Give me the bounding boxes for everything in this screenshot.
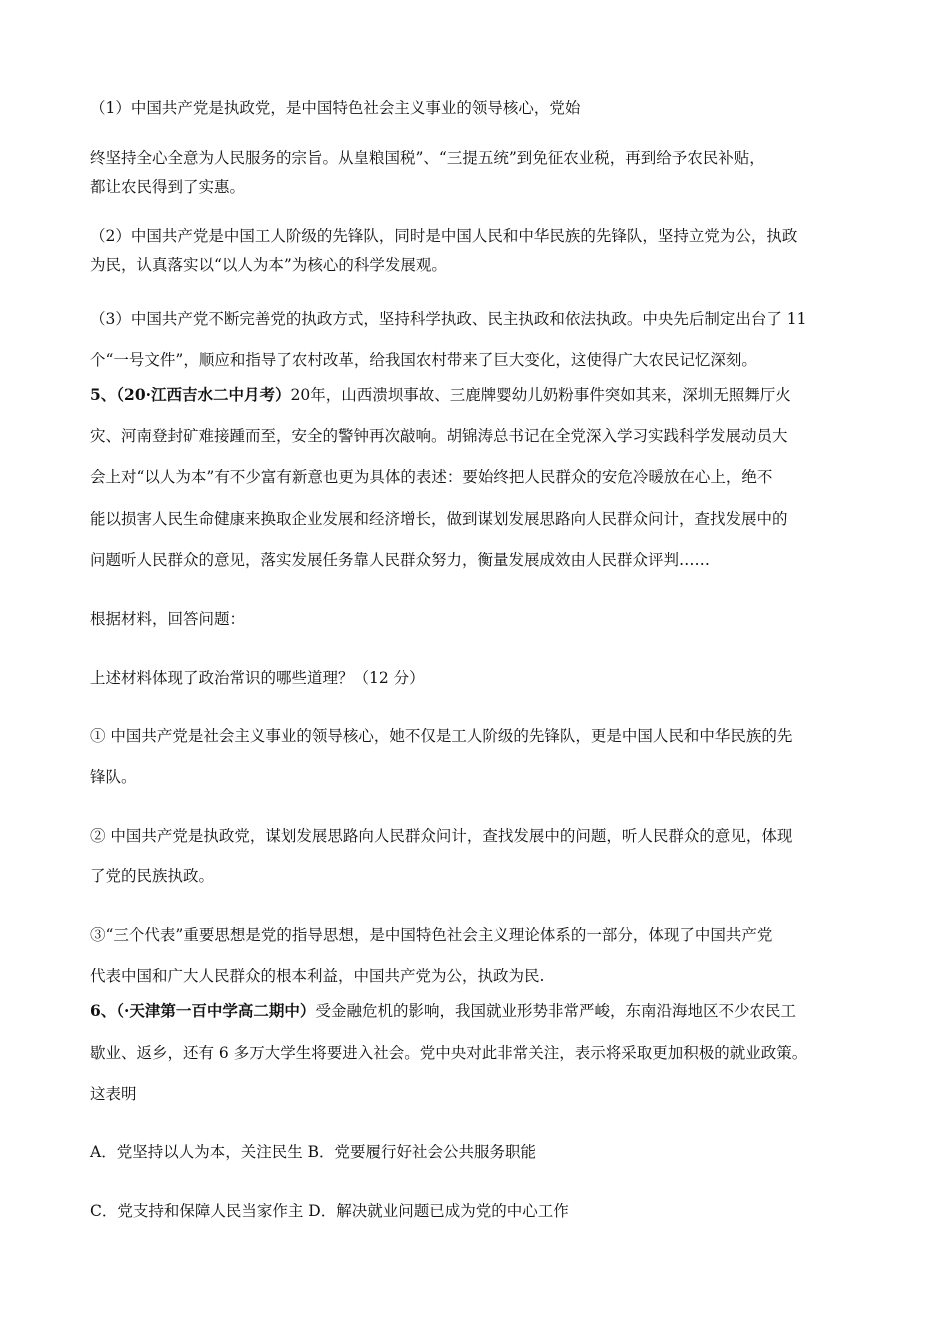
answer-point-3-line-1: ③“三个代表”重要思想是党的指导思想，是中国特色社会主义理论体系的一部分，体现了中国共产党 — [90, 926, 773, 944]
answer-3-line-1: （3）中国共产党不断完善党的执政方式，坚持科学执政、民主执政和依法执政。中央先后制定出台了 11 — [90, 310, 807, 328]
answer-2-line-2: 为民，认真落实以“以人为本”为核心的科学发展观。 — [90, 256, 447, 274]
question-6-line-2: 歇业、返乡，还有 6 多万大学生将要进入社会。党中央对此非常关注，表示将采取更加积极的就业政策。 — [90, 1044, 808, 1062]
question-6-number: 6、（·天津第一百中学高二期中） — [90, 1001, 316, 1020]
option-c-d: C．党支持和保障人民当家作主 D．解决就业问题已成为党的中心工作 — [90, 1202, 569, 1220]
answer-2-line-1: （2）中国共产党是中国工人阶级的先锋队，同时是中国人民和中华民族的先锋队，坚持立党为公，执政 — [90, 227, 798, 245]
question-6-line-3: 这表明 — [90, 1085, 137, 1103]
option-a-b: A．党坚持以人为本，关注民生 B．党要履行好社会公共服务职能 — [90, 1143, 537, 1161]
answer-1-line-3: 都让农民得到了实惠。 — [90, 178, 246, 196]
answer-point-3-line-2: 代表中国和广大人民群众的根本利益，中国共产党为公，执政为民. — [90, 967, 545, 985]
question-5-line-5: 问题听人民群众的意见，落实发展任务靠人民群众努力，衡量发展成效由人民群众评判…… — [90, 551, 711, 569]
question-6-text: 受金融危机的影响，我国就业形势非常严峻，东南沿海地区不少农民工 — [315, 1002, 796, 1020]
question-5-line-3: 会上对“以人为本”有不少富有新意也更为具体的表述：要始终把人民群众的安危冷暖放在心上，绝不 — [90, 468, 773, 486]
answer-point-2-line-2: 了党的民族执政。 — [90, 867, 215, 885]
answer-1-line-2: 终坚持全心全意为人民服务的宗旨。从皇粮国税”、“三提五统”到免征农业税，再到给予农民补贴， — [90, 149, 765, 167]
question-5-prompt: 根据材料，回答问题： — [90, 610, 246, 628]
answer-point-2-line-1: ② 中国共产党是执政党，谋划发展思路向人民群众问计，查找发展中的问题，听人民群众的意见，体现 — [90, 827, 793, 845]
question-5-line-1 — [90, 385, 791, 405]
question-5-subquestion: 上述材料体现了政治常识的哪些道理？（12 分） — [90, 669, 425, 687]
question-5-number: 5、（20·江西吉水二中月考） — [90, 385, 291, 404]
answer-1-line-1: （1）中国共产党是执政党，是中国特色社会主义事业的领导核心，党始 — [90, 99, 581, 117]
answer-point-1-line-1: ① 中国共产党是社会主义事业的领导核心，她不仅是工人阶级的先锋队，更是中国人民和中华民族的先 — [90, 727, 793, 745]
question-5-line-2: 灾、河南登封矿难接踵而至，安全的警钟再次敲响。胡锦涛总书记在全党深入学习实践科学发展动员大 — [90, 427, 788, 445]
answer-3-line-2: 个“一号文件”，顺应和指导了农村改革，给我国农村带来了巨大变化，这使得广大农民记忆深刻。 — [90, 351, 757, 369]
question-5-text: 20年，山西溃坝事故、三鹿牌婴幼儿奶粉事件突如其来，深圳无照舞厅火 — [290, 386, 791, 404]
question-6-line-1 — [90, 1001, 796, 1021]
question-5-line-4: 能以损害人民生命健康来换取企业发展和经济增长，做到谋划发展思路向人民群众问计，查找发展中的 — [90, 510, 788, 528]
answer-point-1-line-2: 锋队。 — [90, 768, 137, 786]
